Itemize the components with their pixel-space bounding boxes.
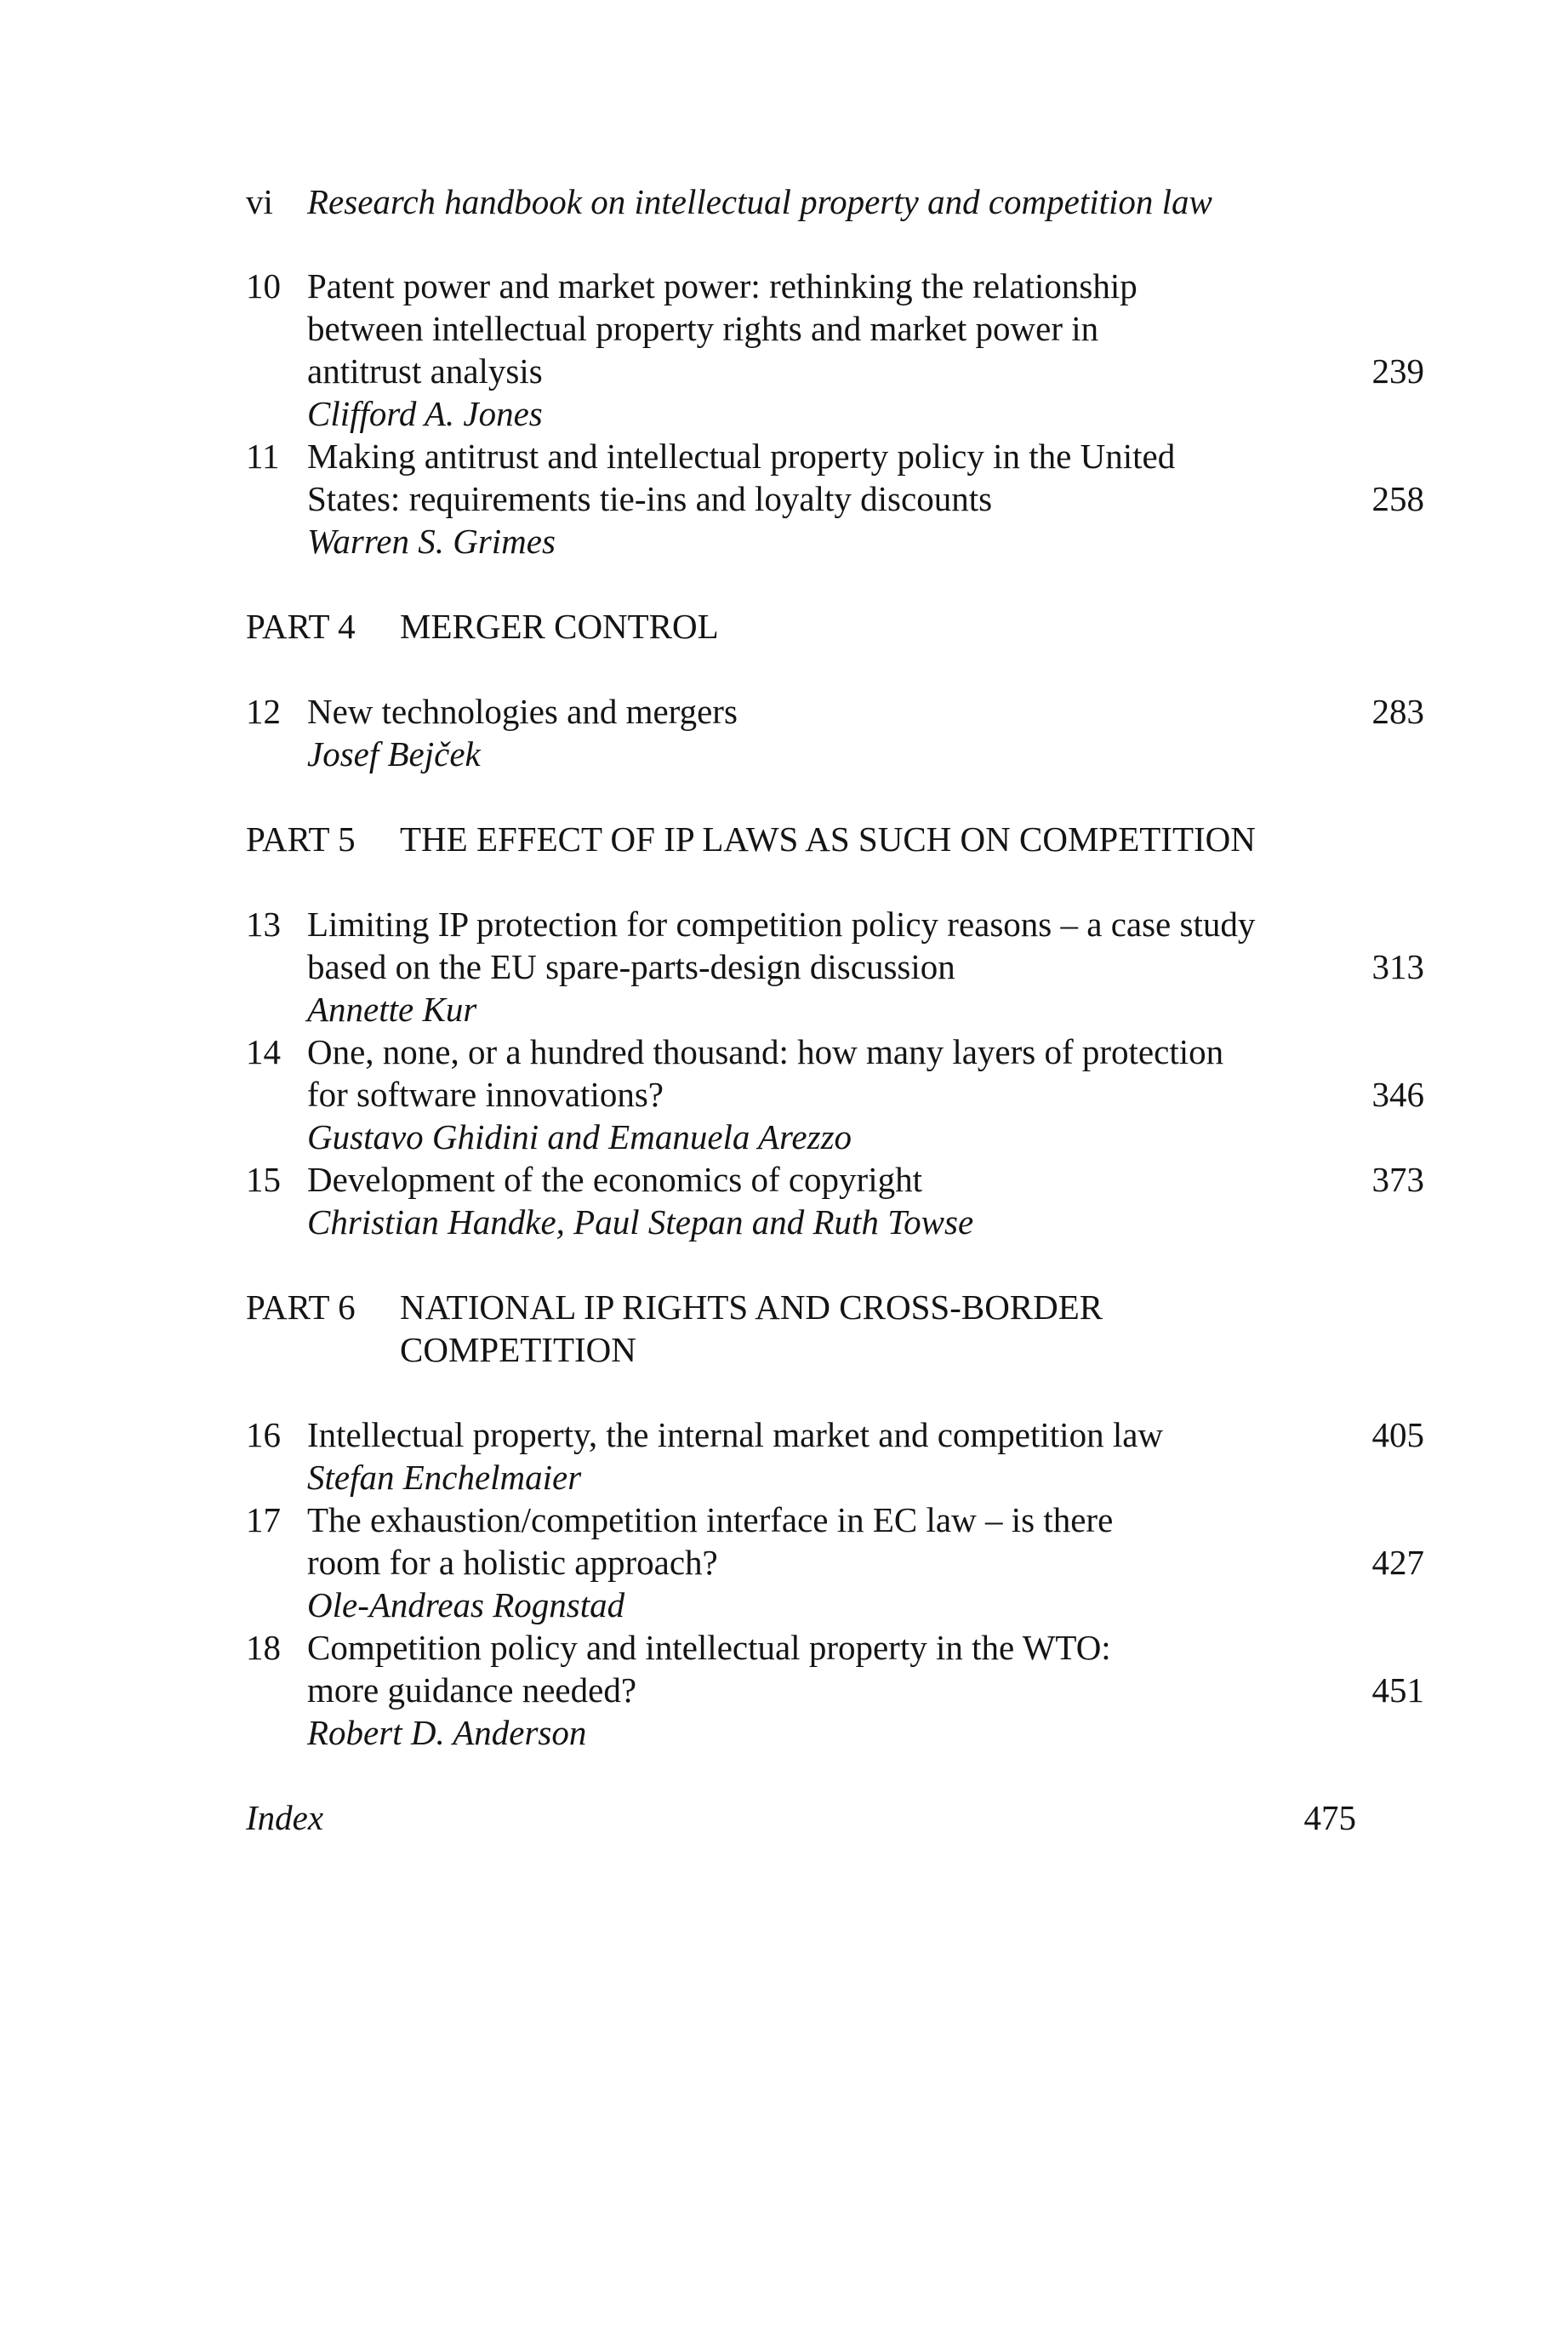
chapter-author: Ole-Andreas Rognstad (307, 1585, 625, 1624)
part-label: PART 5 (246, 819, 356, 859)
chapter-number: 15 (246, 1160, 281, 1199)
chapter-number: 13 (246, 905, 281, 944)
chapter-number: 12 (246, 692, 281, 731)
chapter-number: 16 (246, 1415, 281, 1454)
chapter-title-line: Making antitrust and intellectual property policy in the United (307, 437, 1176, 476)
chapter-title-line: based on the EU spare-parts-design discussion (307, 947, 955, 986)
chapter-number: 11 (246, 437, 280, 476)
chapter-title-line: Development of the economics of copyright (307, 1160, 922, 1199)
chapter-page-number: 427 (1371, 1543, 1424, 1582)
toc-entry-chapter-10[interactable] (246, 265, 1424, 435)
chapter-title-line: room for a holistic approach? (307, 1543, 718, 1582)
chapter-number: 18 (246, 1628, 281, 1667)
part-label: PART 4 (246, 607, 356, 646)
toc-entry-chapter-13[interactable] (246, 903, 1424, 1030)
table-of-contents (246, 265, 1424, 1839)
chapter-title-line: The exhaustion/competition interface in EC law – is there (307, 1500, 1114, 1539)
chapter-author: Josef Bejček (307, 734, 481, 774)
chapter-page-number: 451 (1371, 1670, 1424, 1710)
part-heading-6 (246, 1286, 1356, 1371)
running-header (246, 180, 1212, 223)
chapter-number: 14 (246, 1032, 281, 1071)
part-heading-5 (246, 818, 1356, 860)
page-folio: vi (246, 182, 273, 221)
chapter-page-number: 373 (1371, 1160, 1424, 1199)
chapter-title-line: for software innovations? (307, 1075, 664, 1114)
chapter-author: Warren S. Grimes (307, 522, 556, 561)
part-title: NATIONAL IP RIGHTS AND CROSS-BORDER COMPETITION (400, 1287, 1103, 1369)
part-title: THE EFFECT OF IP LAWS AS SUCH ON COMPETITION (400, 819, 1256, 859)
chapter-title-line: Competition policy and intellectual property in the WTO: (307, 1628, 1111, 1667)
toc-entry-index[interactable] (246, 1796, 1356, 1839)
part-label: PART 6 (246, 1287, 356, 1327)
chapter-title-line: more guidance needed? (307, 1670, 637, 1710)
chapter-author: Robert D. Anderson (307, 1713, 587, 1752)
chapter-title-line: between intellectual property rights and market power in (307, 309, 1099, 348)
chapter-page-number: 258 (1371, 479, 1424, 518)
chapter-number: 17 (246, 1500, 281, 1539)
toc-entry-chapter-11[interactable] (246, 435, 1424, 562)
toc-entry-chapter-12[interactable] (246, 690, 1424, 775)
chapter-title-line: Patent power and market power: rethinking the relationship (307, 266, 1138, 305)
chapter-title-line: antitrust analysis (307, 351, 543, 391)
chapter-author: Christian Handke, Paul Stepan and Ruth Towse (307, 1202, 974, 1242)
toc-entry-chapter-17[interactable] (246, 1499, 1424, 1626)
toc-entry-chapter-14[interactable] (246, 1030, 1424, 1158)
chapter-number: 10 (246, 266, 281, 305)
chapter-title-line: Limiting IP protection for competition policy reasons – a case study (307, 905, 1256, 944)
index-page-number: 475 (1303, 1798, 1356, 1837)
part-title: MERGER CONTROL (400, 607, 719, 646)
chapter-title-line: Intellectual property, the internal market and competition law (307, 1415, 1164, 1454)
chapter-page-number: 283 (1371, 692, 1424, 731)
chapter-page-number: 313 (1371, 947, 1424, 986)
toc-entry-chapter-16[interactable] (246, 1413, 1424, 1499)
chapter-title-line: States: requirements tie-ins and loyalty discounts (307, 479, 993, 518)
chapter-title-line: New technologies and mergers (307, 692, 738, 731)
chapter-author: Clifford A. Jones (307, 394, 543, 433)
part-heading-4 (246, 605, 1356, 648)
chapter-author: Stefan Enchelmaier (307, 1458, 582, 1497)
index-label: Index (246, 1798, 324, 1837)
chapter-title-line: One, none, or a hundred thousand: how many layers of protection (307, 1032, 1224, 1071)
chapter-page-number: 346 (1371, 1075, 1424, 1114)
toc-entry-chapter-18[interactable] (246, 1626, 1424, 1754)
chapter-author: Gustavo Ghidini and Emanuela Arezzo (307, 1117, 852, 1156)
chapter-page-number: 239 (1371, 351, 1424, 391)
running-title: Research handbook on intellectual property and competition law (307, 182, 1212, 221)
chapter-page-number: 405 (1371, 1415, 1424, 1454)
toc-entry-chapter-15[interactable] (246, 1158, 1424, 1243)
chapter-author: Annette Kur (307, 990, 477, 1029)
